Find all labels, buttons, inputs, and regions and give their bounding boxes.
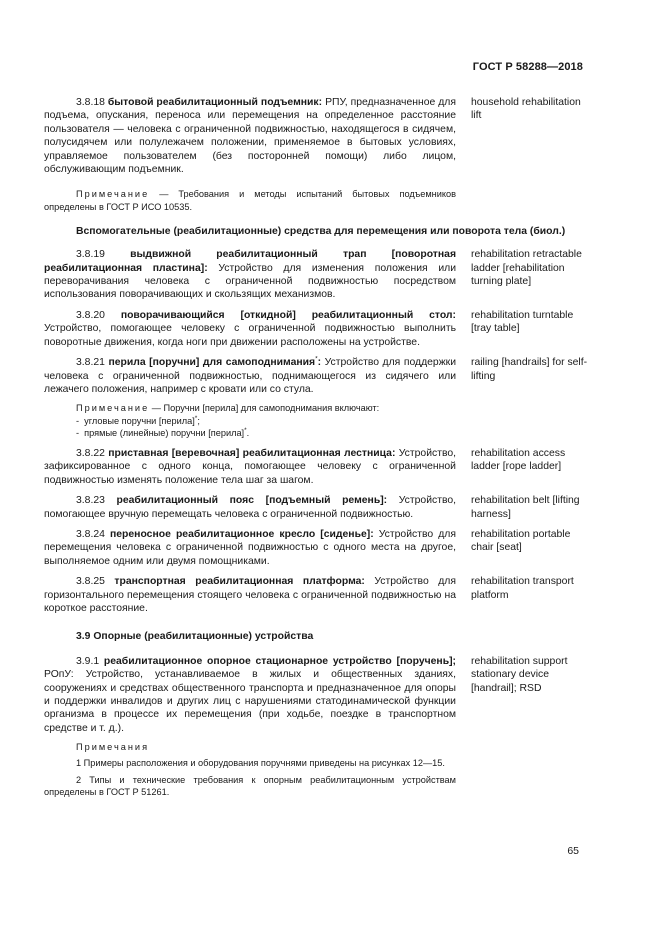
term-title: переносное реабилитационное кресло [сиденье]: <box>110 528 374 540</box>
term-entry-3-8-23 <box>44 494 589 521</box>
term-definition: Устройство, помогающее человеку с ограниченной подвижностью выполнить поворотные движения, когда ноги при движении расположены на устройстве. <box>44 323 456 348</box>
document-body <box>44 96 589 798</box>
term-english: rehabilitation portable chair [seat] <box>471 528 571 554</box>
term-definition: Устройство для горизонтального перемещения стоящего человека с ограниченной подвижностью на короткое расстояние. <box>44 576 456 614</box>
term-title: реабилитационный пояс [подъемный ремень]: <box>116 495 388 507</box>
term-entry-3-8-24 <box>44 528 589 568</box>
term-number: 3.8.22 <box>76 447 105 459</box>
term-english: rehabilitation access ladder [rope ladder] <box>471 447 566 473</box>
term-number: 3.9.1 <box>76 655 100 667</box>
note-text: — Требования и методы испытаний бытовых подъемников определены в ГОСТ Р ИСО 10535. <box>44 189 456 212</box>
term-english: railing [handrails] for self-lifting <box>471 357 588 382</box>
term-definition: Устройство для изменения положения или переворачивания человека с ограниченной подвижностью посредством использования поворачивающих и скользящих механизмов. <box>44 262 457 301</box>
note-item: 2 Типы и технические требования к опорным реабилитационным устройствам определены в ГОСТ Р 51261. <box>44 774 456 797</box>
term-english: rehabilitation retractable ladder [rehabilitation turning plate] <box>471 249 582 288</box>
group-heading: Вспомогательные (реабилитационные) средства для перемещения или поворота тела (биол.) <box>76 225 566 237</box>
term-english: rehabilitation belt [lifting harness] <box>471 495 580 520</box>
note-3-8-18 <box>44 188 456 212</box>
term-definition: РПУ, предназначенное для подъема, опускания, переноса или перемещения на определенное расстояние пользователя — человека с ограниченной подвижностью, находящегося в сидячем, полусидячем или полулежачем положении, применяемое в бытовых условиях, управляемое пользователем (без посторонней помощи) либо лицом, обслуживающим подъемник. <box>44 97 456 176</box>
note-3-8-21 <box>44 402 456 439</box>
term-number: 3.8.18 <box>76 97 105 108</box>
term-english: rehabilitation turntable [tray table] <box>471 309 574 335</box>
term-english: rehabilitation support stationary device [handrail]; RSD <box>471 655 568 694</box>
term-entry-3-8-18 <box>44 96 589 176</box>
term-number: 3.8.21 <box>76 357 105 369</box>
term-entry-3-8-22 <box>44 447 589 487</box>
term-title: приставная [веревочная] реабилитационная лестница: <box>108 447 396 459</box>
footnote-asterisk: * <box>315 355 318 363</box>
note-item: 1 Примеры расположения и оборудования поручнями приведены на рисунках 12—15. <box>76 758 445 769</box>
term-entry-3-8-25 <box>44 575 589 615</box>
term-number: 3.8.25 <box>76 576 105 588</box>
term-definition: РОпУ: Устройство, устанавливаемое в жилых и общественных зданиях, сооружениях и средствах общественного транспорта и предназначенное для опоры и поддержки инвалидов и других лиц с нарушениями статодинамической функции организма в процессе их перемещения (при ходьбе, поездке в транспортном средстве и т. д.). <box>44 669 456 734</box>
section-heading: 3.9 Опорные (реабилитационные) устройства <box>76 631 314 643</box>
term-entry-3-8-21: 3.8.21 перила [поручни] для самоподнимания*: Устройство для поддержки человека с ограниченной подвижностью, поднимающегося из сидячего или лежачего положения, например с кровати или со стула. railing [handrails] for self-lifting <box>44 355 588 395</box>
term-title: транспортная реабилитационная платформа: <box>114 576 365 588</box>
term-definition: Устройство для перемещения человека с ограниченной подвижностью с одного места на другое, выполняемое одним или двумя помощниками. <box>44 528 456 567</box>
term-entry-3-9-1 <box>44 655 589 735</box>
term-number: 3.8.23 <box>76 495 105 507</box>
term-definition: Устройство, зафиксированное с одного конца, помогающее человеку с ограниченной подвижностью изменять положение тела шаг за шагом. <box>44 447 457 486</box>
notes-3-9-1 <box>44 741 456 798</box>
term-title: поворачивающийся [откидной] реабилитационный стол: <box>120 309 456 321</box>
term-title: выдвижной реабилитационный трап [поворотная реабилитационная пластина]: <box>44 249 457 274</box>
standard-header: ГОСТ Р 58288—2018 <box>472 61 583 73</box>
page-number: 65 <box>567 845 579 857</box>
term-title: реабилитационное опорное стационарное устройство [поручень]; <box>103 655 456 667</box>
list-item: - угловые поручни [перила]*; <box>76 414 200 426</box>
term-entry-3-8-20 <box>44 309 589 349</box>
term-number: 3.8.20 <box>76 309 105 321</box>
term-definition: Устройство для поддержки человека с ограниченной подвижностью, поднимающегося из сидячего или лежачего положения, например с кровати или со стула. <box>44 357 457 395</box>
notes-label: Примечания <box>76 742 150 753</box>
term-english: rehabilitation transport platform <box>471 576 574 601</box>
list-item: - прямые (линейные) поручни [перила]*. <box>76 426 250 438</box>
term-title: перила [поручни] для самоподнимания <box>108 357 316 369</box>
term-definition: Устройство, помогающее вручную перемещать человека с ограниченной подвижностью. <box>44 495 457 520</box>
term-number: 3.8.24 <box>76 528 105 540</box>
note-label: Примечание <box>76 189 150 200</box>
term-english: household rehabilitation lift <box>471 97 581 122</box>
term-entry-3-8-19 <box>44 248 589 302</box>
term-number: 3.8.19 <box>76 249 105 261</box>
term-title: бытовой реабилитационный подъемник: <box>107 97 323 108</box>
note-label: Примечание <box>76 403 150 414</box>
note-text: — Поручни [перила] для самоподнимания включают: <box>149 403 380 414</box>
